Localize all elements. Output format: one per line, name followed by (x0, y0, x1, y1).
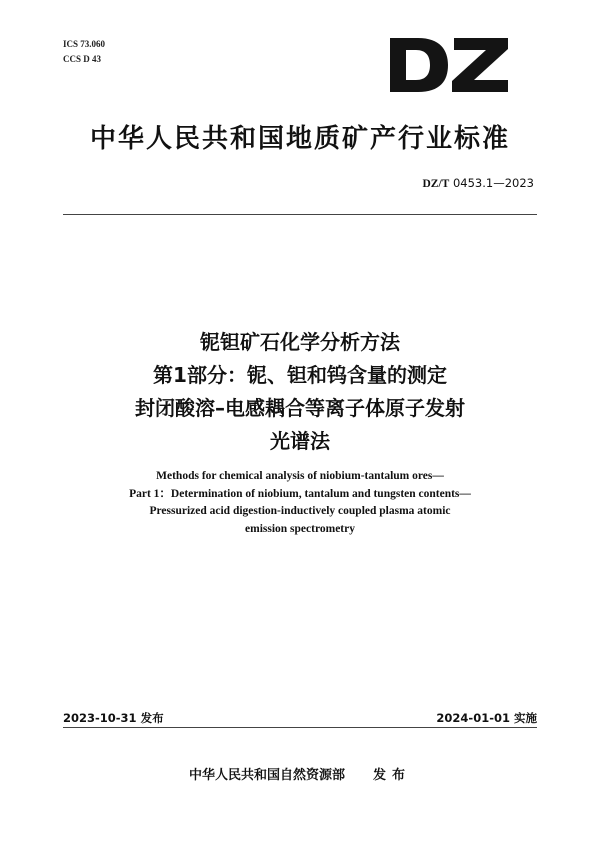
chinese-title-line: 第1部分：铌、钽和钨含量的测定 (153, 363, 447, 387)
ccs-code: CCS D 43 (63, 54, 102, 64)
publisher-action: 发布 (373, 768, 412, 783)
chinese-title (0, 326, 600, 458)
publisher-name: 中华人民共和国自然资源部 (188, 768, 345, 783)
english-title-line: Pressurized acid digestion-inductively coupled plasma atomic (149, 505, 451, 517)
classification-codes (63, 37, 105, 67)
implementation-date: 2024-01-01 实施 (436, 711, 537, 725)
dz-logo (388, 36, 510, 94)
bottom-divider (63, 727, 537, 728)
standard-number-value: 0453.1—2023 (452, 176, 534, 190)
standard-category-title: 中华人民共和国地质矿产行业标准 (89, 124, 510, 154)
english-title-line: Methods for chemical analysis of niobium-tantalum ores— (156, 470, 444, 482)
chinese-title-line: 封闭酸溶–电感耦合等离子体原子发射 (135, 396, 465, 420)
chinese-title-line: 铌钽矿石化学分析方法 (200, 330, 400, 354)
english-title-line: emission spectrometry (245, 522, 355, 535)
publisher (0, 764, 600, 783)
ics-code: ICS 73.060 (63, 39, 106, 49)
issue-date: 2023-10-31 发布 (63, 711, 164, 725)
chinese-title-line: 光谱法 (270, 429, 330, 453)
english-title-line: Part 1：Determination of niobium, tantalum and tungsten contents— (129, 487, 471, 500)
standard-number-prefix: DZ/T (422, 178, 450, 190)
english-title (0, 468, 600, 538)
top-divider (63, 214, 537, 215)
standard-number (422, 176, 534, 190)
